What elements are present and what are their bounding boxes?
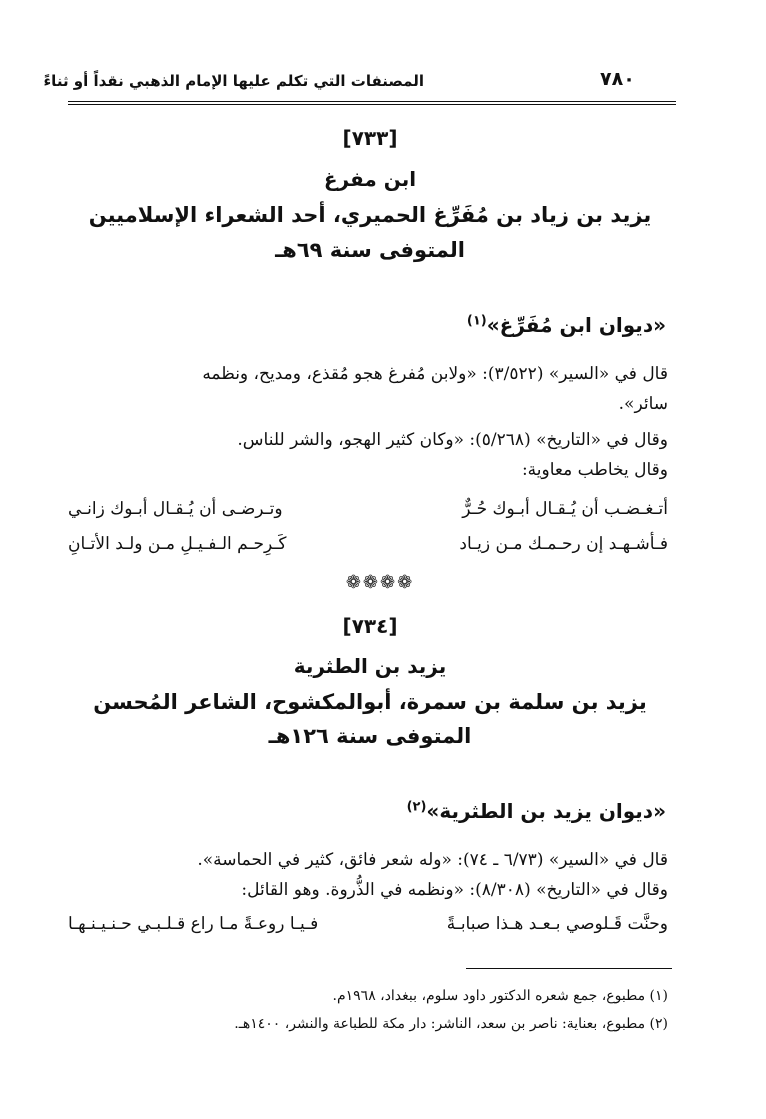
verse-2-second-hemistich: كَـرِحـم الـفـيـلِ مـن ولـد الأتـانِ (68, 534, 287, 554)
verse-2-first-hemistich: فـأشـهـد إن رحـمـك مـن زيـاد (459, 534, 668, 554)
footnote-rule (466, 968, 672, 969)
entry-733-quote-3: وقال يخاطب معاوية: (521, 460, 668, 480)
entry-734-name: يزيد بن الطثرية (293, 654, 447, 678)
entry-733-death: المتوفى سنة ٦٩هـ (275, 238, 465, 262)
verse-1-first-hemistich: أتـغـضـب أن يُـقـال أبـوك حُـرٌّ (462, 499, 668, 519)
entry-734-work-title: «ديوان يزيد بن الطثرية»$^{(٢)}$ (406, 799, 666, 823)
entry-733-name: ابن مفرغ (323, 167, 417, 191)
footnote-2: (٢) مطبوع، بعناية: ناصر بن سعد، الناشر: دار مكة للطباعة والنشر، ١٤٠٠هـ. (234, 1016, 668, 1032)
header-rule (68, 101, 676, 102)
verse-3-first-hemistich: وحنَّت قَـلوصي بـعـد هـذا صبابـةً (446, 914, 668, 934)
footnote-1: (١) مطبوع، جمع شعره الدكتور داود سلوم، ببغداد، ١٩٦٨م. (332, 988, 668, 1004)
footnote-ref-1[interactable]: (١) (466, 313, 487, 329)
entry-734-bio: يزيد بن سلمة بن سمرة، أبوالمكشوح، الشاعر المُحسن (93, 690, 647, 714)
section-separator: ❁❁❁❁ (345, 572, 415, 593)
header-rule-thin (68, 104, 676, 105)
entry-734-number: [٧٣٤] (342, 614, 398, 638)
footnote-ref-2[interactable]: (٢) (406, 799, 427, 815)
entry-733-number: [٧٣٣] (342, 126, 398, 150)
entry-734-quote-2: وقال في «التاريخ» (٨/٣٠٨): «ونظمه في الذُّروة. وهو القائل: (241, 880, 668, 900)
entry-733-work-title: «ديوان ابن مُفَرِّغ»$^{(١)}$ (466, 313, 666, 337)
page-number: ٧٨٠ (600, 68, 635, 90)
entry-733-quote-1-cont: سائر». (618, 394, 668, 414)
verse-3-second-hemistich: فـيـا روعـةً مـا راع قـلـبـي حـنـيـنـهـا (68, 914, 319, 934)
entry-733-quote-1: قال في «السير» (٣/٥٢٢): «ولابن مُفرغ هجو مُقذع، ومديح، ونظمه (202, 364, 668, 384)
running-title: المصنفات التي تكلم عليها الإمام الذهبي نقداً أو ثناءً (43, 72, 424, 90)
entry-733-quote-2: وقال في «التاريخ» (٥/٢٦٨): «وكان كثير الهجو، والشر للناس. (237, 430, 668, 450)
entry-734-quote-1: قال في «السير» (٦/٧٣ ـ ٧٤): «وله شعر فائق، كثير في الحماسة». (197, 850, 668, 870)
entry-733-bio: يزيد بن زياد بن مُفَرِّغ الحميري، أحد الشعراء الإسلاميين (88, 203, 652, 227)
verse-1-second-hemistich: وتـرضـى أن يُـقـال أبـوك زانـي (68, 499, 283, 519)
entry-734-death: المتوفى سنة ١٢٦هـ (268, 724, 472, 748)
